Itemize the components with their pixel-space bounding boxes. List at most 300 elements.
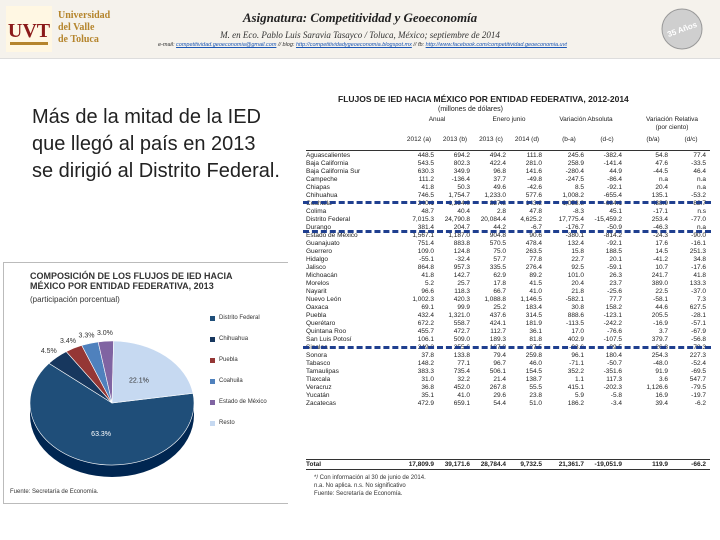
- row-value: 99.9: [457, 304, 470, 312]
- row-value: 7.3: [696, 296, 706, 304]
- row-value: 802.3: [453, 160, 470, 168]
- row-value: 77.4: [693, 152, 706, 159]
- intro-text: Más de la mitad de la IED que llegó al país en 2013 se dirigió al Distrito Federal.: [32, 106, 280, 182]
- row-value: 735.4: [453, 368, 470, 376]
- row-value: 22.5: [655, 288, 668, 296]
- row-value: -17.1: [653, 208, 668, 216]
- table-row: [306, 176, 710, 184]
- pie-label-2: 3.4%: [60, 337, 77, 345]
- row-value: 10.7: [655, 264, 668, 272]
- row-state-name: Coahuila: [306, 200, 332, 208]
- table-row: [306, 264, 710, 272]
- row-value: -46.3: [653, 224, 668, 232]
- row-state-name: Veracruz: [306, 384, 332, 392]
- row-state-name: Hidalgo: [306, 256, 329, 264]
- row-value: n.s: [697, 208, 706, 216]
- note-1: */ Con información al 30 de junio de 2014.: [314, 475, 426, 481]
- row-value: 422.4: [489, 160, 506, 168]
- row-value: 45.1: [609, 208, 622, 216]
- row-value: 23.7: [609, 280, 622, 288]
- row-value: 96.8: [493, 168, 506, 176]
- row-state-name: Nayarit: [306, 288, 327, 296]
- row-value: 240.1: [417, 200, 434, 208]
- row-value: -113.5: [566, 320, 584, 328]
- logo-line-2: del Valle: [58, 22, 95, 33]
- logo-text: [58, 10, 110, 46]
- row-value: 23.8: [529, 392, 542, 400]
- table-body: [306, 152, 710, 409]
- row-value: 267.8: [489, 384, 506, 392]
- row-value: -41.2: [653, 256, 668, 264]
- row-value: 4,625.2: [520, 216, 542, 224]
- legend-label: Distrito Federal: [219, 315, 260, 321]
- pie-label-0: 63.3%: [91, 430, 112, 438]
- row-value: 111.8: [526, 152, 542, 159]
- row-value: -59.1: [607, 264, 622, 272]
- row-value: 509.0: [453, 336, 470, 344]
- row-value: 14.5: [655, 248, 668, 256]
- row-value: 16.9: [655, 392, 668, 400]
- row-value: 1,008.2: [562, 192, 584, 200]
- row-value: -52.4: [691, 360, 706, 368]
- row-value: 17,775.4: [558, 216, 584, 224]
- row-state-name: Sinaloa: [306, 344, 328, 352]
- table-notes: [314, 474, 426, 498]
- row-value: 44.6: [655, 304, 668, 312]
- row-value: 37.7: [493, 176, 506, 184]
- row-value: 694.2: [453, 152, 470, 159]
- row-value: -49.8: [527, 176, 542, 184]
- row-value: 204.7: [453, 224, 470, 232]
- row-value: 66.7: [493, 288, 506, 296]
- table-units: (millones de dólares): [438, 106, 503, 113]
- table-row: [306, 232, 710, 240]
- legend-swatch: [210, 400, 215, 405]
- row-value: 40.4: [457, 208, 470, 216]
- row-value: 1,126.6: [646, 384, 668, 392]
- row-value: 96.1: [571, 352, 584, 360]
- row-value: 432.4: [417, 312, 434, 320]
- total-value: 39,171.6: [444, 461, 470, 468]
- row-value: 1,146.5: [520, 296, 542, 304]
- pie-label-4: 3.0%: [96, 329, 113, 337]
- table-row: [306, 352, 710, 360]
- total-label: Total: [306, 461, 322, 468]
- row-value: -17.6: [691, 264, 706, 272]
- row-value: 180.4: [605, 352, 622, 360]
- row-value: 158.2: [605, 304, 622, 312]
- row-value: -19.7: [691, 392, 706, 400]
- row-value: 189.3: [489, 336, 506, 344]
- row-value: 47.8: [529, 208, 542, 216]
- row-value: 21.4: [493, 376, 506, 384]
- row-state-name: Aguascalientes: [306, 152, 351, 159]
- row-value: -79.5: [691, 384, 706, 392]
- pie-slice-resto: [112, 341, 193, 403]
- row-state-name: Oaxaca: [306, 304, 329, 312]
- row-value: 117.3: [606, 376, 622, 384]
- row-state-name: Quintana Roo: [306, 328, 347, 336]
- row-value: 205.5: [651, 312, 668, 320]
- row-value: 245.6: [567, 152, 584, 159]
- row-value: 1,754.7: [448, 192, 470, 200]
- row-state-name: Campeche: [306, 176, 338, 184]
- row-value: 251.3: [689, 248, 706, 256]
- row-value: 20,084.4: [480, 216, 506, 224]
- total-value: 28,784.4: [480, 461, 506, 468]
- row-value: 29.6: [493, 392, 506, 400]
- row-value: 154.5: [525, 368, 542, 376]
- row-value: 27.5: [529, 344, 542, 352]
- total-value: 17,809.9: [408, 461, 434, 468]
- row-value: 672.2: [417, 320, 434, 328]
- row-value: 96.6: [421, 288, 434, 296]
- row-value: -78.3: [691, 344, 706, 352]
- facebook-link[interactable]: http://www.facebook.com/competitividad.geoeconomia.uvt: [425, 42, 567, 48]
- row-value: 438.9: [651, 200, 668, 208]
- table-row: [306, 336, 710, 344]
- row-value: -3.4: [610, 400, 622, 408]
- row-value: 402.9: [567, 336, 584, 344]
- col-rel-b-a: (b/a): [646, 136, 660, 143]
- row-value: -86.4: [607, 176, 622, 184]
- row-state-name: Sonora: [306, 352, 327, 360]
- table-row: [306, 312, 710, 320]
- row-value: 1.1: [574, 376, 584, 384]
- row-value: 36.8: [421, 384, 434, 392]
- row-value: 349.9: [453, 168, 470, 176]
- row-value: 381.4: [417, 224, 434, 232]
- highlight-line-puebla: [303, 346, 711, 349]
- row-value: 39.4: [655, 400, 668, 408]
- row-value: -6.2: [694, 400, 706, 408]
- row-value: -242.2: [603, 320, 622, 328]
- row-value: 77.8: [529, 256, 542, 264]
- pie-source: Fuente: Secretaría de Economía.: [10, 489, 99, 495]
- row-value: 91.9: [655, 368, 668, 376]
- row-value: 48.7: [421, 208, 434, 216]
- row-value: 135.1: [651, 192, 668, 200]
- row-value: 41.8: [421, 272, 434, 280]
- row-value: 7,015.3: [412, 216, 434, 224]
- row-value: 141.6: [525, 168, 542, 176]
- table-row: [306, 288, 710, 296]
- table-row: [306, 152, 710, 160]
- row-value: 1,187.0: [448, 232, 470, 240]
- table-row: [306, 208, 710, 216]
- table-row: [306, 392, 710, 400]
- row-value: 44.2: [493, 224, 506, 232]
- row-value: 864.8: [417, 264, 434, 272]
- row-value: -382.4: [603, 152, 622, 159]
- row-value: 276.4: [525, 264, 542, 272]
- row-value: 143.2: [525, 200, 542, 208]
- row-state-name: Zacatecas: [306, 400, 336, 408]
- row-value: 241.7: [651, 272, 668, 280]
- table-row: [306, 328, 710, 336]
- anniversary-badge-icon: [654, 6, 710, 52]
- row-state-name: Durango: [306, 224, 331, 232]
- table-row: [306, 168, 710, 176]
- row-value: 62.9: [493, 272, 506, 280]
- row-value: 133.3: [689, 280, 706, 288]
- row-state-name: Distrito Federal: [306, 216, 351, 224]
- group-variacion-relativa: Variación Relativa: [646, 116, 698, 123]
- row-value: 255.6: [453, 344, 470, 352]
- table-row: [306, 400, 710, 408]
- table-row: [306, 272, 710, 280]
- row-value: -351.6: [603, 368, 622, 376]
- row-value: -16.9: [653, 320, 668, 328]
- row-value: 506.1: [489, 368, 506, 376]
- row-value: 1,053.8: [562, 200, 584, 208]
- pie-title-line-2: MÉXICO POR ENTIDAD FEDERATIVA, 2013: [30, 281, 214, 291]
- table-title: FLUJOS DE IED HACIA MÉXICO POR ENTIDAD FEDERATIVA, 2012-2014: [338, 94, 629, 104]
- row-value: 24,790.8: [444, 216, 470, 224]
- row-value: 314.5: [525, 312, 542, 320]
- course-title: Asignatura: Competitividad y Geoeconomía: [242, 10, 478, 25]
- row-value: 30.8: [571, 304, 584, 312]
- email-prefix: e-mail:: [158, 42, 175, 48]
- row-value: 92.5: [571, 264, 584, 272]
- row-state-name: Colima: [306, 208, 327, 216]
- row-state-name: Nuevo León: [306, 296, 342, 304]
- row-value: -93.6: [569, 344, 584, 352]
- row-value: 547.7: [689, 376, 706, 384]
- row-value: 77.7: [609, 296, 622, 304]
- fb-prefix: // fb:: [413, 42, 425, 48]
- row-value: 75.0: [493, 248, 506, 256]
- row-value: 3.7: [658, 328, 668, 336]
- svg-text:UVT: UVT: [7, 20, 51, 42]
- row-value: 47.6: [655, 160, 668, 168]
- logo-line-3: de Toluca: [58, 34, 99, 45]
- row-value: 5.9: [574, 392, 584, 400]
- row-value: 69.1: [421, 304, 434, 312]
- row-value: 254.3: [651, 352, 668, 360]
- note-2: n.a. No aplica. n.s. No significativo: [314, 483, 406, 489]
- row-value: 1,294.0: [448, 200, 470, 208]
- row-value: -32.4: [455, 256, 470, 264]
- row-state-name: Estado de México: [306, 232, 358, 240]
- row-value: 1,002.3: [412, 296, 434, 304]
- email-link[interactable]: competitividad.geoeconomia@gmail.com: [176, 42, 277, 48]
- row-value: 31.0: [421, 376, 434, 384]
- row-value: 258.9: [567, 160, 584, 168]
- pie-chart: [4, 311, 204, 491]
- row-value: 281.0: [525, 160, 542, 168]
- col-abs-d-c: (d-c): [600, 136, 614, 143]
- row-value: 22.7: [571, 256, 584, 264]
- row-value: 17.6: [655, 240, 668, 248]
- legend-label: Chihuahua: [219, 336, 249, 342]
- row-value: -123.1: [603, 312, 622, 320]
- university-logo[interactable]: [6, 6, 124, 52]
- col-2013-annual: 2013 (b): [442, 136, 468, 143]
- row-value: 96.7: [493, 360, 506, 368]
- row-value: -202.3: [603, 384, 622, 392]
- table-row: [306, 384, 710, 392]
- row-value: 118.3: [454, 288, 470, 296]
- row-state-name: Morelos: [306, 280, 330, 288]
- row-value: 41.8: [421, 184, 434, 192]
- row-value: -50.7: [607, 360, 622, 368]
- table-row: [306, 376, 710, 384]
- group-anual: Anual: [428, 116, 446, 123]
- table-row: [306, 368, 710, 376]
- row-value: 259.8: [525, 352, 542, 360]
- table-header: [306, 114, 710, 151]
- row-value: 1,321.0: [448, 312, 470, 320]
- blog-link[interactable]: http://competitividadygeoeconomia.blogspot.mx: [295, 42, 412, 48]
- row-value: -28.1: [691, 312, 706, 320]
- row-value: -380.1: [565, 232, 584, 240]
- row-value: 558.7: [453, 320, 470, 328]
- row-value: 183.4: [525, 304, 542, 312]
- group-relativa-suffix: (por ciento): [655, 124, 689, 131]
- row-value: 54.4: [493, 400, 506, 408]
- row-value: 8.5: [574, 184, 584, 192]
- row-value: -684.1: [603, 200, 622, 208]
- table-row: [306, 160, 710, 168]
- row-value: -136.4: [451, 176, 470, 184]
- row-value: -15,459.2: [594, 216, 622, 224]
- row-value: -44.5: [653, 168, 668, 176]
- row-value: 5.2: [424, 280, 434, 288]
- row-value: 3.6: [658, 376, 668, 384]
- row-value: 55.5: [529, 384, 542, 392]
- pie-title: [30, 271, 233, 291]
- row-value: -24.3: [653, 232, 668, 240]
- table-row: [306, 320, 710, 328]
- col-abs-b-a: (b-a): [562, 136, 576, 143]
- pie-label-5: 22.1%: [129, 377, 149, 385]
- row-value: 41.0: [457, 392, 470, 400]
- row-state-name: Chihuahua: [306, 192, 338, 200]
- row-value: 659.1: [453, 400, 470, 408]
- row-value: -53.2: [691, 192, 706, 200]
- row-value: 630.3: [417, 168, 434, 176]
- row-value: 627.5: [689, 304, 706, 312]
- row-value: 577.6: [525, 192, 542, 200]
- row-state-name: Baja California: [306, 160, 349, 168]
- row-value: 26.3: [609, 272, 622, 280]
- row-value: 335.5: [489, 264, 506, 272]
- row-value: 2.8: [496, 208, 506, 216]
- pie-subtitle: (participación porcentual): [30, 295, 120, 304]
- row-value: 142.7: [453, 272, 470, 280]
- row-value: 138.7: [525, 376, 542, 384]
- pie-title-line-1: COMPOSICIÓN DE LOS FLUJOS DE IED HACIA: [30, 271, 233, 281]
- row-value: 35.1: [421, 392, 434, 400]
- table-row: [306, 256, 710, 264]
- row-value: -67.9: [691, 328, 706, 336]
- row-value: 263.5: [525, 248, 542, 256]
- row-value: 44.9: [609, 168, 622, 176]
- row-value: 15.8: [571, 248, 584, 256]
- row-value: 188.5: [605, 248, 622, 256]
- col-2014-jan-jun: 2014 (d): [514, 136, 540, 143]
- row-value: -5.8: [610, 392, 622, 400]
- row-value: n.a: [696, 176, 706, 184]
- row-value: 57.7: [493, 256, 506, 264]
- row-value: 478.4: [525, 240, 542, 248]
- row-value: 81.8: [529, 336, 542, 344]
- legend-swatch: [210, 316, 215, 321]
- row-value: -57.1: [691, 320, 706, 328]
- row-value: -107.5: [603, 336, 622, 344]
- table-row: [306, 216, 710, 224]
- row-value: 41.0: [529, 288, 542, 296]
- row-value: -56.8: [691, 336, 706, 344]
- legend-swatch: [210, 379, 215, 384]
- row-value: 41.5: [529, 280, 542, 288]
- row-value: 494.2: [489, 152, 506, 159]
- row-value: 111.2: [418, 176, 434, 184]
- row-value: 148.2: [417, 360, 434, 368]
- svg-text:35 Años: 35 Años: [666, 19, 699, 39]
- row-value: 124.8: [453, 248, 470, 256]
- row-value: n.a: [696, 184, 706, 192]
- table-row: [306, 192, 710, 200]
- row-value: -16.1: [691, 240, 706, 248]
- row-value: 751.4: [417, 240, 434, 248]
- row-state-name: Guanajuato: [306, 240, 340, 248]
- pie-label-1: 4.5%: [40, 348, 57, 356]
- row-value: 17.8: [493, 280, 506, 288]
- row-value: -76.6: [607, 328, 622, 336]
- row-value: 186.2: [567, 400, 584, 408]
- row-value: 79.4: [493, 352, 506, 360]
- row-state-name: Tabasco: [306, 360, 331, 368]
- legend-label: Estado de México: [219, 399, 267, 405]
- row-value: -92.1: [607, 240, 622, 248]
- row-value: -33.5: [691, 160, 706, 168]
- uvt-logo-mark: [6, 6, 52, 52]
- row-state-name: Jalisco: [306, 264, 326, 272]
- row-value: 888.6: [567, 312, 584, 320]
- row-value: 112.7: [490, 328, 506, 336]
- row-value: 101.0: [567, 272, 584, 280]
- row-value: 472.9: [417, 400, 434, 408]
- row-state-name: Baja California Sur: [306, 168, 361, 176]
- total-value: 9,732.5: [520, 461, 542, 468]
- contact-links: [158, 42, 638, 48]
- row-value: 133.8: [453, 352, 470, 360]
- row-value: -58.1: [653, 296, 668, 304]
- row-value: 20.1: [609, 256, 622, 264]
- row-state-name: Querétaro: [306, 320, 336, 328]
- row-value: 127.0: [489, 344, 506, 352]
- legend-swatch: [210, 421, 215, 426]
- row-value: 472.7: [453, 328, 470, 336]
- col-rel-d-c: (d/c): [684, 136, 698, 143]
- row-value: 827.3: [489, 200, 506, 208]
- row-value: -582.1: [565, 296, 584, 304]
- highlight-line-df: [303, 230, 711, 233]
- row-value: 452.0: [453, 384, 470, 392]
- table-total-row: [306, 459, 710, 470]
- row-value: -280.4: [565, 168, 584, 176]
- pie-label-3: 3.3%: [78, 332, 95, 340]
- row-value: 132.4: [567, 240, 584, 248]
- row-value: n.a: [658, 176, 668, 184]
- row-value: 424.1: [489, 320, 506, 328]
- row-value: 883.8: [453, 240, 470, 248]
- row-value: 957.3: [453, 264, 470, 272]
- row-value: -655.4: [603, 192, 622, 200]
- course-subtitle: M. en Eco. Pablo Luis Saravia Tasayco / Toluca, México; septiembre de 2014: [220, 30, 500, 40]
